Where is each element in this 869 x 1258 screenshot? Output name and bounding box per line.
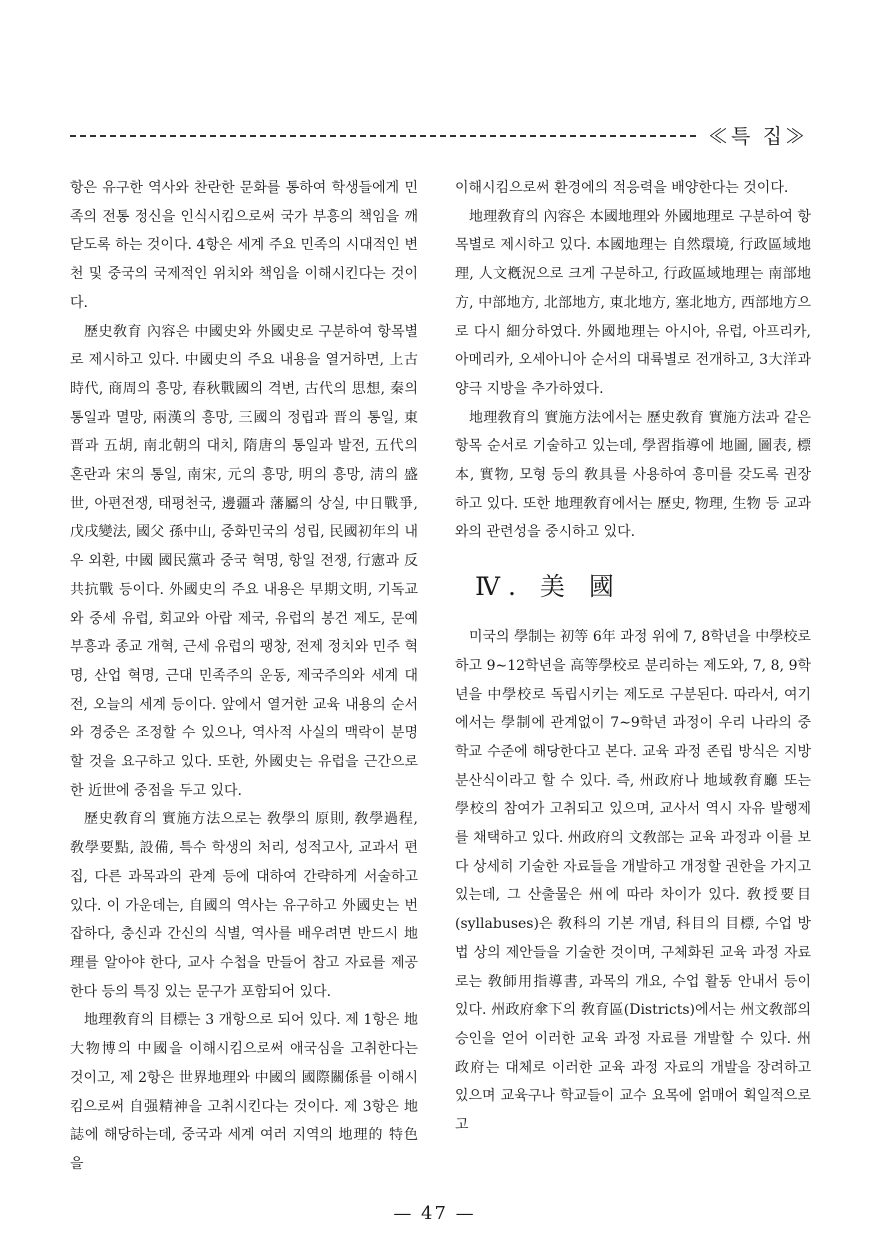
left-paragraph-4: 地理敎育의 目標는 3 개항으로 되어 있다. 제 1항은 地大物博의 中國을 이해시킴으로써 애국심을 고취한다는 것이고, 제 2항은 世界地理와 中國의 國際關係를 이해시킴으로써 自强精神을 고취시킨다는 것이다. 제 3항은 地誌에 해당하는데, 중국과 세계 여러 지역의 地理的 特色을 <box>70 1012 418 1172</box>
left-column <box>70 174 418 1179</box>
header-section-title: ≪특 집≫ <box>708 124 808 148</box>
section-heading-usa: Ⅳ. 美 國 <box>475 572 622 602</box>
left-paragraph-3: 歷史敎育의 實施方法으로는 敎學의 原則, 敎學過程, 敎學要點, 設備, 특수 학생의 처리, 성적고사, 교과서 편집, 다른 과목과의 관계 등에 대하여 간략하게 서술하고 있다. 이 가운데는, 自國의 역사는 유구하고 外國史는 번잡하다, 충신과 간신의 식별, 역사를 배우려면 반드시 地理를 알아야 한다, 교사 수첩을 만들어 참고 자료를 제공한다 등의 특징 있는 문구가 포함되어 있다. <box>70 811 418 1000</box>
running-header <box>70 118 808 152</box>
left-paragraph-1: 항은 유구한 역사와 찬란한 문화를 통하여 학생들에게 민족의 전통 정신을 인식시킴으로써 국가 부흥의 책임을 깨닫도록 하는 것이다. 4항은 세계 주요 민족의 시대적인 변천 및 중국의 국제적인 위치와 책임을 이해시킨다는 것이다. <box>70 180 418 311</box>
right-column <box>455 174 811 1140</box>
right-paragraph-2: 地理敎育의 內容은 本國地理와 外國地理로 구분하여 항목별로 제시하고 있다. 本國地理는 自然環境, 行政區域地理, 人文槪況으로 크게 구분하고, 行政區域地理는 南部地方, 中部地方, 北部地方, 東北地方, 塞北地方, 西部地方으로 다시 細分하였다. 外國地理는 아시아, 유럽, 아프리카, 아메리카, 오세아니아 순서의 대륙별로 전개하고, 3大洋과 양극 지방을 추가하였다. <box>455 208 811 397</box>
left-paragraph-2: 歷史敎育 內容은 中國史와 外國史로 구분하여 항목별로 제시하고 있다. 中國史의 주요 내용을 열거하면, 上古時代, 商周의 흥망, 春秋戰國의 격변, 古代의 思想, 秦의 통일과 멸망, 兩漢의 흥망, 三國의 정립과 晋의 통일, 東晋과 五胡, 南北朝의 대치, 隋唐의 통일과 발전, 五代의 혼란과 宋의 통일, 南宋, 元의 흥망, 明의 흥망, 淸의 盛世, 아편전쟁, 태평천국, 邊疆과 藩屬의 상실, 中日戰爭, 戊戌變法, 國父 孫中山, 중화민국의 성립, 民國初年의 내우 외환, 中國 國民黨과 중국 혁명, 항일 전쟁, 行憲과 反共抗戰 등이다. 外國史의 주요 내용은 早期文明, 기독교와 중세 유럽, 회교와 아랍 제국, 유럽의 봉건 제도, 문예 부흥과 종교 개혁, 근세 유럽의 팽창, 전제 정치와 민주 혁명, 산업 혁명, 근대 민족주의 운동, 제국주의와 세계 대전, 오늘의 세계 등이다. 앞에서 열거한 교육 내용의 순서와 경중은 조정할 수 있으나, 역사적 사실의 맥락이 분명할 것을 요구하고 있다. 또한, 外國史는 유럽을 근간으로 한 近世에 중점을 두고 있다. <box>70 323 418 799</box>
header-dashed-rule <box>70 135 696 137</box>
page-number: — 47 — <box>393 1203 476 1224</box>
right-paragraph-1: 이해시킴으로써 환경에의 적응력을 배양한다는 것이다. <box>455 180 789 196</box>
right-paragraph-3: 地理敎育의 實施方法에서는 歷史敎育 實施方法과 같은 항목 순서로 기술하고 있는데, 學習指導에 地圖, 圖表, 標本, 實物, 모형 등의 敎具를 사용하여 흥미를 갖도록 권장하고 있다. 또한 地理敎育에서는 歷史, 物理, 生物 등 교과와의 관련성을 중시하고 있다. <box>455 409 811 541</box>
right-paragraph-4: 미국의 學制는 初等 6年 과정 위에 7, 8학년을 中學校로 하고 9∼12학년을 高等學校로 분리하는 제도와, 7, 8, 9학년을 中學校로 독립시키는 제도로 구분된다. 따라서, 여기에서는 學制에 관계없이 7∼9학년 과정이 우리 나라의 중학교 수준에 해당한다고 본다. 교육 과정 존립 방식은 지방분산식이라고 할 수 있다. 즉, 州政府나 地域敎育廳 또는 學校의 참여가 고취되고 있으며, 교사서 역시 자유 발행제를 채택하고 있다. 州政府의 文敎部는 교육 과정과 이를 보다 상세히 기술한 자료들을 개발하고 개정할 권한을 가지고 있는데, 그 산출물은 州에 따라 차이가 있다. 敎授要目(syllabuses)은 敎科의 기본 개념, 科目의 目標, 수업 방법 상의 제안들을 기술한 것이며, 구체화된 교육 과정 자료로는 敎師用指導書, 과목의 개요, 수업 활동 안내서 등이 있다. 州政府傘下의 敎育區(Districts)에서는 州文敎部의 승인을 얻어 이러한 교육 과정 자료를 개발할 수 있다. 州政府는 대체로 이러한 교육 과정 자료의 개발을 장려하고 있으며 교육구나 학교들이 교수 요목에 얽매어 획일적으로 고 <box>455 629 811 1134</box>
